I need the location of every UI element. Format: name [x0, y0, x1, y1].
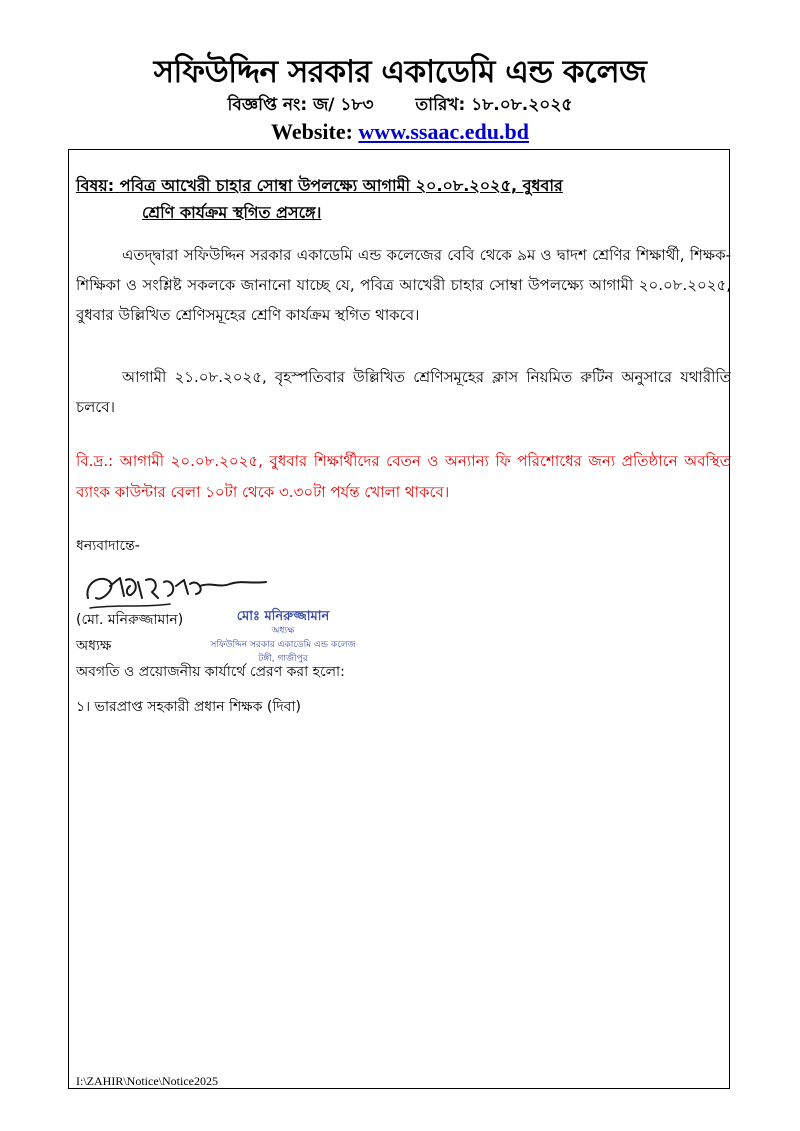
closing-text: ধন্যবাদান্তে- — [76, 538, 140, 554]
notice-paragraph-2: আগামী ২১.০৮.২০২৫, বৃহস্পতিবার উল্লিখিত শ্রেণিসমূহের ক্লাস নিয়মিত রুটিন অনুসারে যথারীতি চলবে। — [76, 368, 731, 416]
website-line — [0, 119, 800, 145]
subject-label: বিষয়: — [76, 176, 115, 195]
principal-stamp — [198, 610, 368, 666]
website-label: Website: — [271, 119, 353, 144]
notice-date: ১৮.০৮.২০২৫ — [471, 95, 573, 115]
note-label: বি.দ্র.: — [76, 452, 114, 470]
special-note — [76, 446, 731, 508]
institution-title: সফিউদ্দিন সরকার একাডেমি এন্ড কলেজ — [153, 54, 647, 90]
stamp-name: মোঃ মনিরুজ্জামান — [236, 609, 330, 624]
stamp-institution: সফিউদ্দিন সরকার একাডেমি এন্ড কলেজ — [210, 640, 356, 650]
note-text: আগামী ২০.০৮.২০২৫, বুধবার শিক্ষার্থীদের বেতন ও অন্যান্য ফি পরিশোধের জন্য প্রতিষ্ঠানে অবস্থিত ব্যাংক কাউন্টার বেলা ১০টা থেকে ৩.৩০টা পর্যন্ত খোলা থাকবে। — [76, 452, 731, 501]
recipient-item: ১। ভারপ্রাপ্ত সহকারী প্রধান শিক্ষক (দিবা) — [76, 699, 301, 715]
memo-label: বিজ্ঞপ্তি নং: — [227, 95, 308, 115]
stamp-designation: অধ্যক্ষ — [271, 626, 295, 636]
date-label: তারিখ: — [415, 95, 466, 115]
website-link[interactable]: www.ssaac.edu.bd — [358, 119, 529, 144]
stamp-location: টঙ্গী, গাজীপুর — [258, 654, 308, 664]
subject-line-1: পবিত্র আখেরী চাহার সোম্বা উপলক্ষ্যে আগামী ২০.০৮.২০২৫, বুধবার — [119, 176, 563, 195]
signatory-name: (মো. মনিরুজ্জামান) — [76, 612, 184, 628]
file-path: I:\ZAHIR\Notice\Notice2025 — [76, 1074, 218, 1088]
subject-line-2: শ্রেণি কার্যক্রম স্থগিত প্রসঙ্গে। — [142, 203, 322, 222]
notice-paragraph-1: এতদ্দ্বারা সফিউদ্দিন সরকার একাডেমি এন্ড কলেজের বেবি থেকে ৯ম ও দ্বাদশ শ্রেণির শিক্ষার্থী, শিক্ষক-শিক্ষিকা ও সংশ্লিষ্ট সকলকে জানানো যাচ্ছে যে, পবিত্র আখেরী চাহার সোম্বা উপলক্ষ্যে আগামী ২০.০৮.২০২৫, বুধবার উল্লিখিত শ্রেণিসমূহের শ্রেণি কার্যক্রম স্থগিত থাকবে। — [76, 246, 731, 324]
memo-number: জ/ ১৮৩ — [313, 95, 374, 115]
forwarding-text: অবগতি ও প্রয়োজনীয় কার্যার্থে প্রেরণ করা হলো: — [76, 664, 345, 680]
memo-reference — [0, 92, 800, 120]
signatory-designation: অধ্যক্ষ — [76, 638, 112, 654]
notice-subject — [76, 172, 726, 226]
